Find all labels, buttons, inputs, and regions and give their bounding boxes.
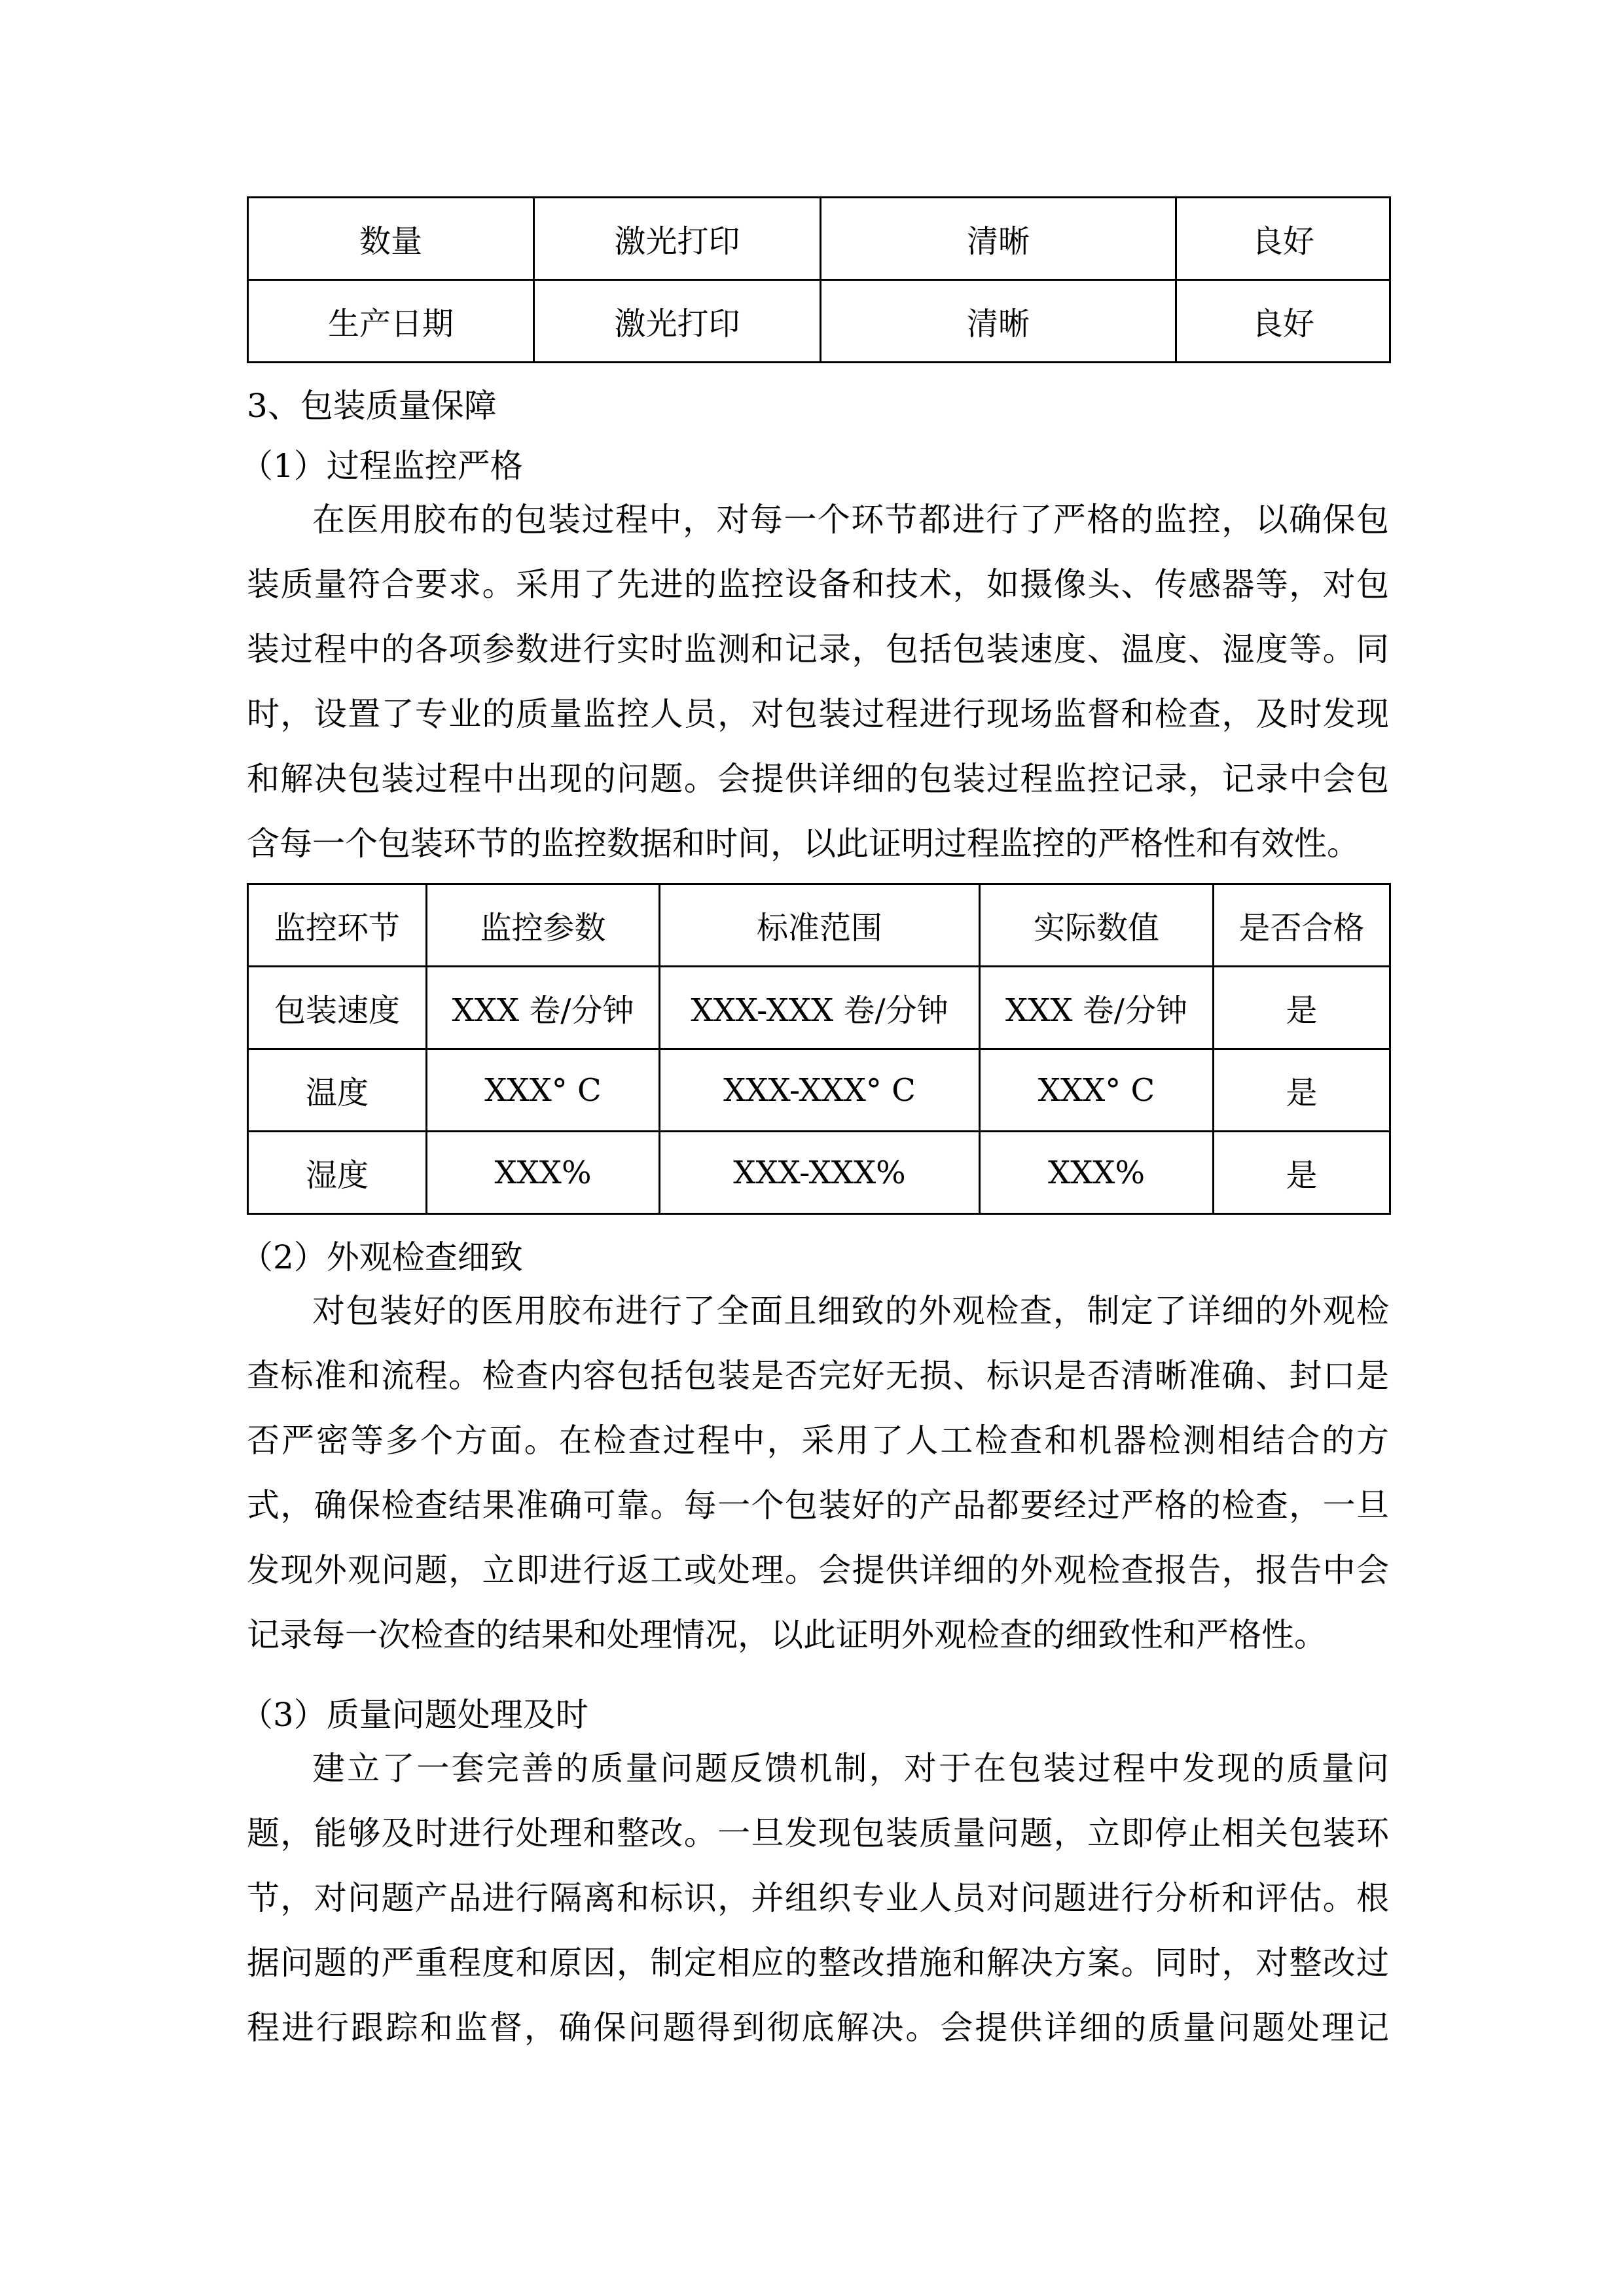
table-cell: XXX% bbox=[980, 1132, 1214, 1214]
text-line: 否严密等多个方面。在检查过程中，采用了人工检查和机器检测相结合的方 bbox=[247, 1422, 1389, 1460]
paragraph-appearance-inspection bbox=[247, 1279, 1389, 1668]
table-cell: 良好 bbox=[1176, 198, 1390, 280]
table-cell: 清晰 bbox=[821, 280, 1176, 363]
table-cell: XXX% bbox=[427, 1132, 660, 1214]
text-line: 时，设置了专业的质量监控人员，对包装过程进行现场监督和检查，及时发现 bbox=[247, 695, 1389, 733]
table-header-cell: 实际数值 bbox=[980, 884, 1214, 967]
table-cell: 良好 bbox=[1176, 280, 1390, 363]
text-line: 查标准和流程。检查内容包括包装是否完好无损、标识是否清晰准确、封口是 bbox=[247, 1357, 1389, 1395]
table-row bbox=[248, 967, 1390, 1049]
table-row bbox=[248, 1132, 1390, 1214]
text-line: 在医用胶布的包装过程中，对每一个环节都进行了严格的监控，以确保包 bbox=[312, 501, 1389, 539]
text-line: 装过程中的各项参数进行实时监测和记录，包括包装速度、温度、湿度等。同 bbox=[247, 630, 1389, 668]
text-line: 式，确保检查结果准确可靠。每一个包装好的产品都要经过严格的检查，一旦 bbox=[247, 1486, 1389, 1524]
table-row bbox=[248, 1049, 1390, 1132]
table-cell: 激光打印 bbox=[534, 198, 821, 280]
table-header-cell: 标准范围 bbox=[660, 884, 980, 967]
table-header-cell: 是否合格 bbox=[1214, 884, 1390, 967]
table-cell: XXX° C bbox=[980, 1049, 1214, 1132]
text-line: 节，对问题产品进行隔离和标识，并组织专业人员对问题进行分析和评估。根 bbox=[247, 1879, 1389, 1917]
paragraph-process-monitoring bbox=[247, 488, 1389, 876]
table-cell: 是 bbox=[1214, 1049, 1390, 1132]
table-cell: XXX-XXX% bbox=[660, 1132, 980, 1214]
table-cell: 激光打印 bbox=[534, 280, 821, 363]
text-line: 题，能够及时进行处理和整改。一旦发现包装质量问题，立即停止相关包装环 bbox=[247, 1814, 1389, 1852]
table-cell: XXX-XXX 卷/分钟 bbox=[660, 967, 980, 1049]
text-line: 装质量符合要求。采用了先进的监控设备和技术，如摄像头、传感器等，对包 bbox=[247, 565, 1389, 603]
table-row bbox=[248, 198, 1390, 280]
paragraph-quality-issue-handling bbox=[247, 1736, 1389, 2060]
table-cell: XXX° C bbox=[427, 1049, 660, 1132]
text-line: 对包装好的医用胶布进行了全面且细致的外观检查，制定了详细的外观检 bbox=[312, 1292, 1389, 1330]
table-header-cell: 监控参数 bbox=[427, 884, 660, 967]
text-line: 记录每一次检查的结果和处理情况，以此证明外观检查的细致性和严格性。 bbox=[247, 1616, 1327, 1654]
table-header-row bbox=[248, 884, 1390, 967]
text-line: 发现外观问题，立即进行返工或处理。会提供详细的外观检查报告，报告中会 bbox=[247, 1551, 1389, 1589]
text-line: 据问题的严重程度和原因，制定相应的整改措施和解决方案。同时，对整改过 bbox=[247, 1944, 1389, 1982]
table-cell: XXX 卷/分钟 bbox=[427, 967, 660, 1049]
monitoring-parameters-table bbox=[247, 883, 1391, 1215]
text-line: 建立了一套完善的质量问题反馈机制，对于在包装过程中发现的质量问 bbox=[312, 1749, 1389, 1787]
text-line: 程进行跟踪和监督，确保问题得到彻底解决。会提供详细的质量问题处理记 bbox=[247, 2009, 1389, 2047]
table-cell: XXX 卷/分钟 bbox=[980, 967, 1214, 1049]
section-heading: 3、包装质量保障 bbox=[247, 387, 497, 425]
subsection-heading-2: （2）外观检查细致 bbox=[240, 1238, 523, 1276]
text-line: 含每一个包装环节的监控数据和时间，以此证明过程监控的严格性和有效性。 bbox=[247, 825, 1360, 863]
table-cell: 是 bbox=[1214, 1132, 1390, 1214]
table-cell: 包装速度 bbox=[248, 967, 427, 1049]
table-cell: 数量 bbox=[248, 198, 534, 280]
table-header-cell: 监控环节 bbox=[248, 884, 427, 967]
label-inspection-table bbox=[247, 196, 1391, 363]
table-cell: 清晰 bbox=[821, 198, 1176, 280]
subsection-heading-1: （1）过程监控严格 bbox=[240, 447, 523, 485]
table-cell: 是 bbox=[1214, 967, 1390, 1049]
table-cell: 温度 bbox=[248, 1049, 427, 1132]
table-row bbox=[248, 280, 1390, 363]
subsection-heading-3: （3）质量问题处理及时 bbox=[240, 1696, 588, 1734]
table-cell: 生产日期 bbox=[248, 280, 534, 363]
table-cell: XXX-XXX° C bbox=[660, 1049, 980, 1132]
text-line: 和解决包装过程中出现的问题。会提供详细的包装过程监控记录，记录中会包 bbox=[247, 760, 1389, 798]
table-cell: 湿度 bbox=[248, 1132, 427, 1214]
